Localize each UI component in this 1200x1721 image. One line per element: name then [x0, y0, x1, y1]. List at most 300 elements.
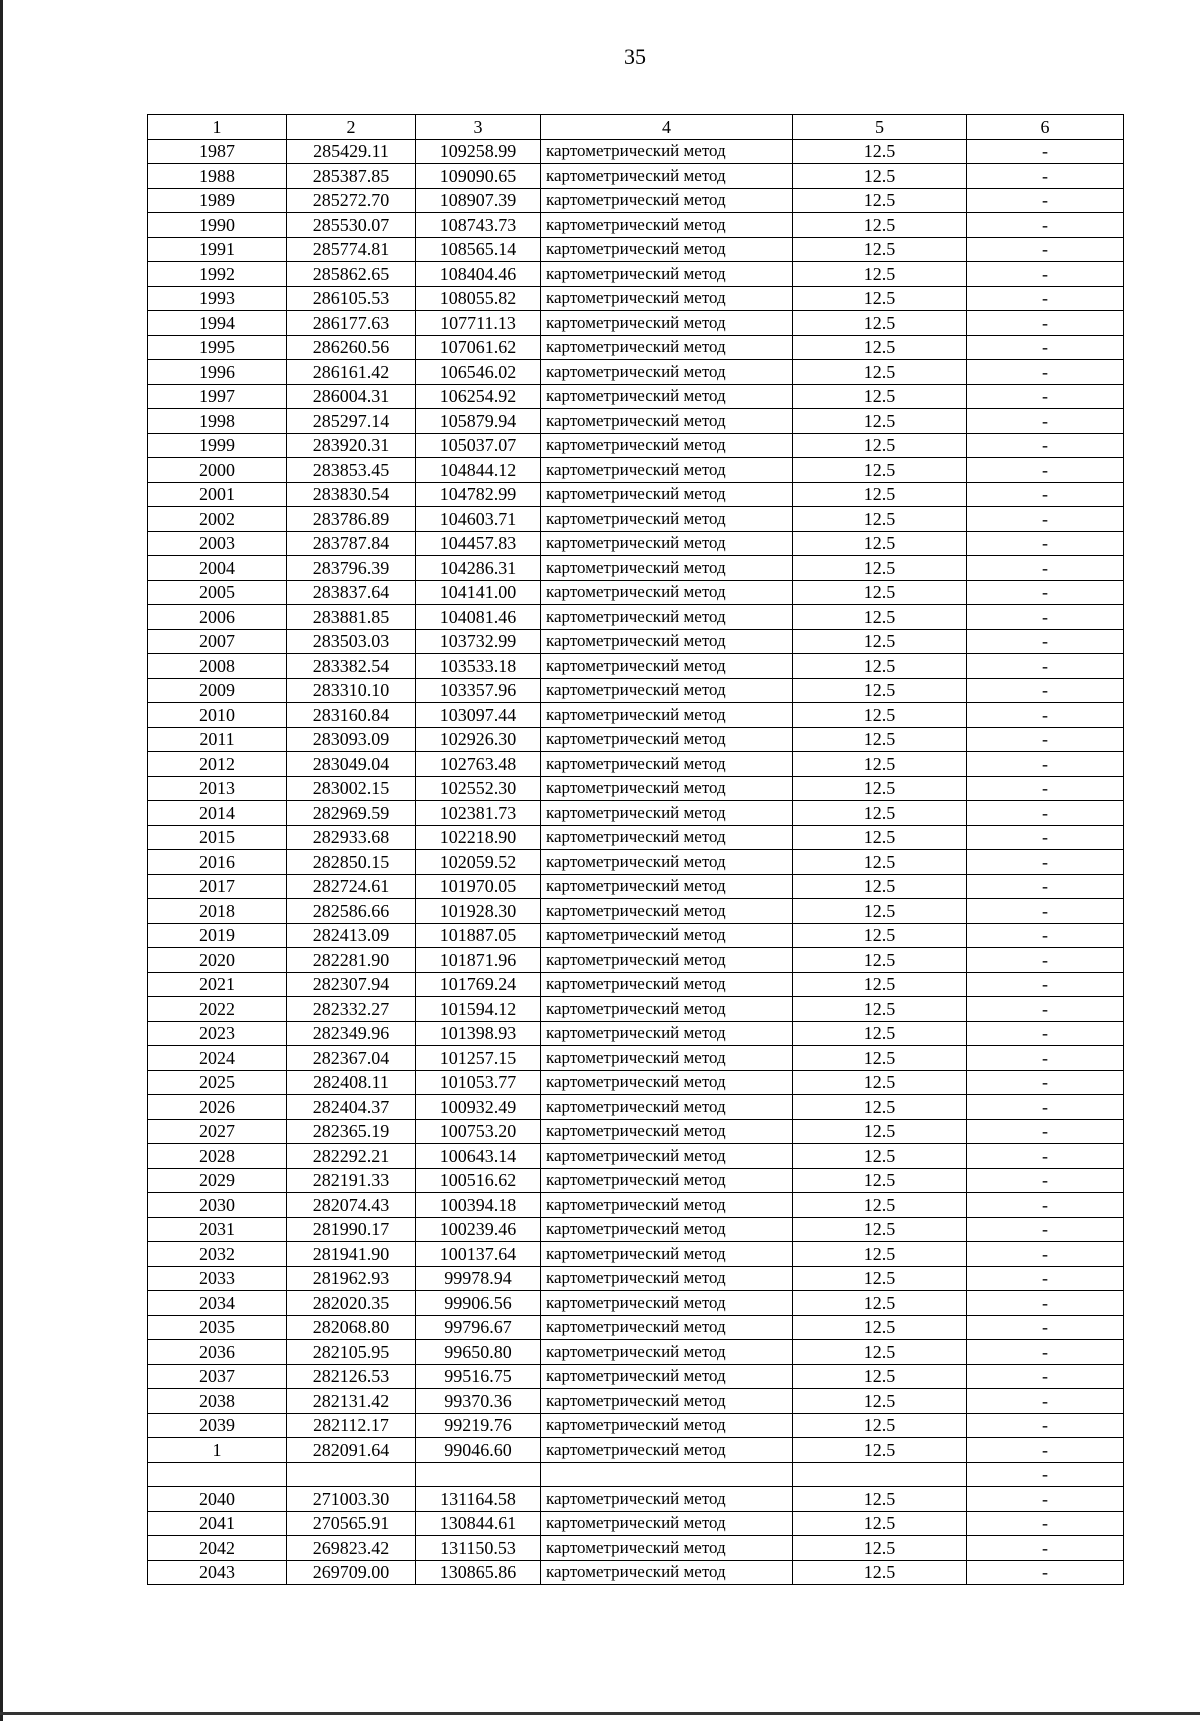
y-coordinate-cell: 104603.71 — [416, 507, 541, 532]
description-cell: - — [967, 409, 1124, 434]
coordinates-table — [147, 114, 1124, 1585]
point-number-cell: 1993 — [148, 286, 287, 311]
x-coordinate-cell: 283382.54 — [287, 654, 416, 679]
method-cell: картометрический метод — [541, 1291, 793, 1316]
table-row — [148, 556, 1124, 581]
table-row — [148, 801, 1124, 826]
x-coordinate-cell: 270565.91 — [287, 1511, 416, 1536]
method-cell: картометрический метод — [541, 1193, 793, 1218]
description-cell: - — [967, 188, 1124, 213]
y-coordinate-cell: 100137.64 — [416, 1242, 541, 1267]
x-coordinate-cell: 282091.64 — [287, 1438, 416, 1463]
point-number-cell: 2038 — [148, 1389, 287, 1414]
method-cell: картометрический метод — [541, 899, 793, 924]
method-cell: картометрический метод — [541, 1438, 793, 1463]
x-coordinate-cell: 283881.85 — [287, 605, 416, 630]
y-coordinate-cell: 99796.67 — [416, 1315, 541, 1340]
point-number-cell: 2039 — [148, 1413, 287, 1438]
point-number-cell: 2030 — [148, 1193, 287, 1218]
y-coordinate-cell: 101053.77 — [416, 1070, 541, 1095]
y-coordinate-cell: 131164.58 — [416, 1487, 541, 1512]
x-coordinate-cell: 282020.35 — [287, 1291, 416, 1316]
table-row — [148, 286, 1124, 311]
y-coordinate-cell: 105037.07 — [416, 433, 541, 458]
description-cell: - — [967, 825, 1124, 850]
y-coordinate-cell: 106546.02 — [416, 360, 541, 385]
table-row — [148, 531, 1124, 556]
x-coordinate-cell: 283310.10 — [287, 678, 416, 703]
point-number-cell: 1987 — [148, 139, 287, 164]
accuracy-cell: 12.5 — [793, 825, 967, 850]
column-header: 4 — [541, 115, 793, 140]
y-coordinate-cell: 99650.80 — [416, 1340, 541, 1365]
y-coordinate-cell: 102059.52 — [416, 850, 541, 875]
x-coordinate-cell: 282307.94 — [287, 972, 416, 997]
y-coordinate-cell: 101769.24 — [416, 972, 541, 997]
point-number-cell: 2024 — [148, 1046, 287, 1071]
x-coordinate-cell: 282191.33 — [287, 1168, 416, 1193]
point-number-cell — [148, 1462, 287, 1487]
method-cell: картометрический метод — [541, 335, 793, 360]
x-coordinate-cell: 283049.04 — [287, 752, 416, 777]
y-coordinate-cell: 99906.56 — [416, 1291, 541, 1316]
accuracy-cell: 12.5 — [793, 972, 967, 997]
method-cell: картометрический метод — [541, 262, 793, 287]
point-number-cell: 2040 — [148, 1487, 287, 1512]
table-row — [148, 164, 1124, 189]
y-coordinate-cell: 108565.14 — [416, 237, 541, 262]
description-cell: - — [967, 1266, 1124, 1291]
y-coordinate-cell: 101257.15 — [416, 1046, 541, 1071]
x-coordinate-cell: 282365.19 — [287, 1119, 416, 1144]
accuracy-cell: 12.5 — [793, 1266, 967, 1291]
accuracy-cell: 12.5 — [793, 1340, 967, 1365]
point-number-cell: 2027 — [148, 1119, 287, 1144]
method-cell: картометрический метод — [541, 531, 793, 556]
y-coordinate-cell: 100394.18 — [416, 1193, 541, 1218]
x-coordinate-cell: 282131.42 — [287, 1389, 416, 1414]
table-row — [148, 1046, 1124, 1071]
description-cell: - — [967, 727, 1124, 752]
table-row — [148, 850, 1124, 875]
method-cell: картометрический метод — [541, 703, 793, 728]
table-row — [148, 703, 1124, 728]
method-cell: картометрический метод — [541, 311, 793, 336]
accuracy-cell: 12.5 — [793, 752, 967, 777]
point-number-cell: 1999 — [148, 433, 287, 458]
y-coordinate-cell: 104286.31 — [416, 556, 541, 581]
accuracy-cell — [793, 1462, 967, 1487]
x-coordinate-cell: 282349.96 — [287, 1021, 416, 1046]
table-row — [148, 1193, 1124, 1218]
accuracy-cell: 12.5 — [793, 531, 967, 556]
x-coordinate-cell: 282969.59 — [287, 801, 416, 826]
y-coordinate-cell: 99219.76 — [416, 1413, 541, 1438]
x-coordinate-cell: 283830.54 — [287, 482, 416, 507]
point-number-cell: 2000 — [148, 458, 287, 483]
description-cell: - — [967, 237, 1124, 262]
method-cell: картометрический метод — [541, 629, 793, 654]
description-cell: - — [967, 1046, 1124, 1071]
x-coordinate-cell: 285429.11 — [287, 139, 416, 164]
page-number: 35 — [624, 44, 646, 69]
description-cell: - — [967, 972, 1124, 997]
table-row — [148, 825, 1124, 850]
table-row — [148, 507, 1124, 532]
x-coordinate-cell: 281941.90 — [287, 1242, 416, 1267]
description-cell: - — [967, 286, 1124, 311]
accuracy-cell: 12.5 — [793, 1291, 967, 1316]
point-number-cell: 1998 — [148, 409, 287, 434]
description-cell: - — [967, 703, 1124, 728]
description-cell: - — [967, 482, 1124, 507]
method-cell: картометрический метод — [541, 727, 793, 752]
accuracy-cell: 12.5 — [793, 1021, 967, 1046]
y-coordinate-cell: 108404.46 — [416, 262, 541, 287]
description-cell: - — [967, 1364, 1124, 1389]
x-coordinate-cell: 283837.64 — [287, 580, 416, 605]
table-row — [148, 678, 1124, 703]
x-coordinate-cell: 283002.15 — [287, 776, 416, 801]
description-cell: - — [967, 1291, 1124, 1316]
y-coordinate-cell: 101871.96 — [416, 948, 541, 973]
method-cell: картометрический метод — [541, 1560, 793, 1585]
description-cell: - — [967, 1340, 1124, 1365]
accuracy-cell: 12.5 — [793, 1315, 967, 1340]
table-row — [148, 1462, 1124, 1487]
y-coordinate-cell: 107061.62 — [416, 335, 541, 360]
table-row — [148, 1144, 1124, 1169]
y-coordinate-cell: 106254.92 — [416, 384, 541, 409]
description-cell: - — [967, 678, 1124, 703]
point-number-cell: 2013 — [148, 776, 287, 801]
table-row — [148, 1560, 1124, 1585]
point-number-cell: 2010 — [148, 703, 287, 728]
accuracy-cell: 12.5 — [793, 188, 967, 213]
accuracy-cell: 12.5 — [793, 1560, 967, 1585]
description-cell: - — [967, 1560, 1124, 1585]
accuracy-cell: 12.5 — [793, 335, 967, 360]
table-row — [148, 1095, 1124, 1120]
column-header: 6 — [967, 115, 1124, 140]
x-coordinate-cell: 283093.09 — [287, 727, 416, 752]
accuracy-cell: 12.5 — [793, 1364, 967, 1389]
table-row — [148, 458, 1124, 483]
table-row — [148, 776, 1124, 801]
column-header: 5 — [793, 115, 967, 140]
method-cell: картометрический метод — [541, 1095, 793, 1120]
x-coordinate-cell: 282126.53 — [287, 1364, 416, 1389]
y-coordinate-cell: 100753.20 — [416, 1119, 541, 1144]
accuracy-cell: 12.5 — [793, 237, 967, 262]
x-coordinate-cell: 269823.42 — [287, 1536, 416, 1561]
point-number-cell: 2022 — [148, 997, 287, 1022]
method-cell: картометрический метод — [541, 1413, 793, 1438]
point-number-cell: 2036 — [148, 1340, 287, 1365]
method-cell: картометрический метод — [541, 752, 793, 777]
method-cell: картометрический метод — [541, 482, 793, 507]
table-row — [148, 1217, 1124, 1242]
point-number-cell: 2016 — [148, 850, 287, 875]
accuracy-cell: 12.5 — [793, 801, 967, 826]
point-number-cell: 2032 — [148, 1242, 287, 1267]
method-cell: картометрический метод — [541, 654, 793, 679]
description-cell: - — [967, 164, 1124, 189]
accuracy-cell: 12.5 — [793, 678, 967, 703]
method-cell: картометрический метод — [541, 1389, 793, 1414]
table-row — [148, 752, 1124, 777]
description-cell: - — [967, 1021, 1124, 1046]
method-cell: картометрический метод — [541, 972, 793, 997]
description-cell: - — [967, 1487, 1124, 1512]
description-cell: - — [967, 1193, 1124, 1218]
description-cell: - — [967, 1536, 1124, 1561]
method-cell: картометрический метод — [541, 139, 793, 164]
y-coordinate-cell: 108907.39 — [416, 188, 541, 213]
accuracy-cell: 12.5 — [793, 384, 967, 409]
y-coordinate-cell: 103097.44 — [416, 703, 541, 728]
method-cell: картометрический метод — [541, 1364, 793, 1389]
point-number-cell: 2026 — [148, 1095, 287, 1120]
table-row — [148, 335, 1124, 360]
accuracy-cell: 12.5 — [793, 164, 967, 189]
x-coordinate-cell: 282074.43 — [287, 1193, 416, 1218]
description-cell: - — [967, 801, 1124, 826]
x-coordinate-cell: 281962.93 — [287, 1266, 416, 1291]
x-coordinate-cell: 283160.84 — [287, 703, 416, 728]
x-coordinate-cell: 282332.27 — [287, 997, 416, 1022]
table-row — [148, 482, 1124, 507]
point-number-cell: 2041 — [148, 1511, 287, 1536]
column-header: 3 — [416, 115, 541, 140]
point-number-cell: 2001 — [148, 482, 287, 507]
y-coordinate-cell: 99046.60 — [416, 1438, 541, 1463]
accuracy-cell: 12.5 — [793, 654, 967, 679]
method-cell: картометрический метод — [541, 1536, 793, 1561]
y-coordinate-cell: 102218.90 — [416, 825, 541, 850]
point-number-cell: 2007 — [148, 629, 287, 654]
scan-border-left — [0, 0, 3, 1721]
description-cell: - — [967, 874, 1124, 899]
description-cell: - — [967, 1095, 1124, 1120]
method-cell: картометрический метод — [541, 286, 793, 311]
y-coordinate-cell: 101887.05 — [416, 923, 541, 948]
table-row — [148, 997, 1124, 1022]
method-cell: картометрический метод — [541, 384, 793, 409]
method-cell: картометрический метод — [541, 237, 793, 262]
x-coordinate-cell: 283853.45 — [287, 458, 416, 483]
y-coordinate-cell: 104844.12 — [416, 458, 541, 483]
method-cell: картометрический метод — [541, 1511, 793, 1536]
y-coordinate-cell: 130844.61 — [416, 1511, 541, 1536]
description-cell: - — [967, 458, 1124, 483]
method-cell: картометрический метод — [541, 433, 793, 458]
description-cell: - — [967, 335, 1124, 360]
method-cell: картометрический метод — [541, 556, 793, 581]
y-coordinate-cell: 102763.48 — [416, 752, 541, 777]
point-number-cell: 2006 — [148, 605, 287, 630]
point-number-cell: 2023 — [148, 1021, 287, 1046]
description-cell: - — [967, 1389, 1124, 1414]
point-number-cell: 2004 — [148, 556, 287, 581]
accuracy-cell: 12.5 — [793, 1193, 967, 1218]
y-coordinate-cell: 105879.94 — [416, 409, 541, 434]
description-cell: - — [967, 1462, 1124, 1487]
method-cell: картометрический метод — [541, 605, 793, 630]
point-number-cell: 2008 — [148, 654, 287, 679]
table-row — [148, 874, 1124, 899]
accuracy-cell: 12.5 — [793, 556, 967, 581]
description-cell: - — [967, 1119, 1124, 1144]
accuracy-cell: 12.5 — [793, 1144, 967, 1169]
table-row — [148, 899, 1124, 924]
x-coordinate-cell: 285774.81 — [287, 237, 416, 262]
x-coordinate-cell: 286177.63 — [287, 311, 416, 336]
description-cell: - — [967, 1242, 1124, 1267]
point-number-cell: 2029 — [148, 1168, 287, 1193]
point-number-cell: 1990 — [148, 213, 287, 238]
table-row — [148, 262, 1124, 287]
y-coordinate-cell: 103732.99 — [416, 629, 541, 654]
table-row — [148, 384, 1124, 409]
y-coordinate-cell: 104782.99 — [416, 482, 541, 507]
description-cell: - — [967, 752, 1124, 777]
accuracy-cell: 12.5 — [793, 1438, 967, 1463]
description-cell: - — [967, 139, 1124, 164]
point-number-cell: 1 — [148, 1438, 287, 1463]
y-coordinate-cell: 101970.05 — [416, 874, 541, 899]
table-row — [148, 1340, 1124, 1365]
accuracy-cell: 12.5 — [793, 1095, 967, 1120]
y-coordinate-cell: 102381.73 — [416, 801, 541, 826]
scan-border-bottom — [0, 1712, 1200, 1715]
description-cell: - — [967, 605, 1124, 630]
x-coordinate-cell: 285387.85 — [287, 164, 416, 189]
accuracy-cell: 12.5 — [793, 262, 967, 287]
accuracy-cell: 12.5 — [793, 433, 967, 458]
accuracy-cell: 12.5 — [793, 874, 967, 899]
point-number-cell: 2035 — [148, 1315, 287, 1340]
method-cell: картометрический метод — [541, 1315, 793, 1340]
x-coordinate-cell: 282850.15 — [287, 850, 416, 875]
table-row — [148, 311, 1124, 336]
point-number-cell: 2043 — [148, 1560, 287, 1585]
method-cell: картометрический метод — [541, 850, 793, 875]
y-coordinate-cell: 99516.75 — [416, 1364, 541, 1389]
x-coordinate-cell: 282586.66 — [287, 899, 416, 924]
table-row — [148, 1315, 1124, 1340]
method-cell: картометрический метод — [541, 580, 793, 605]
description-cell: - — [967, 1168, 1124, 1193]
x-coordinate-cell: 282408.11 — [287, 1070, 416, 1095]
y-coordinate-cell — [416, 1462, 541, 1487]
x-coordinate-cell: 282404.37 — [287, 1095, 416, 1120]
x-coordinate-cell: 286105.53 — [287, 286, 416, 311]
accuracy-cell: 12.5 — [793, 482, 967, 507]
table-body — [148, 139, 1124, 1585]
table-row — [148, 188, 1124, 213]
point-number-cell: 1991 — [148, 237, 287, 262]
point-number-cell: 2009 — [148, 678, 287, 703]
table-row — [148, 1070, 1124, 1095]
point-number-cell: 2019 — [148, 923, 287, 948]
x-coordinate-cell: 285272.70 — [287, 188, 416, 213]
accuracy-cell: 12.5 — [793, 139, 967, 164]
table-row — [148, 139, 1124, 164]
x-coordinate-cell: 283786.89 — [287, 507, 416, 532]
method-cell: картометрический метод — [541, 1340, 793, 1365]
table-row — [148, 1487, 1124, 1512]
y-coordinate-cell: 131150.53 — [416, 1536, 541, 1561]
method-cell: картометрический метод — [541, 678, 793, 703]
accuracy-cell: 12.5 — [793, 213, 967, 238]
point-number-cell: 2020 — [148, 948, 287, 973]
y-coordinate-cell: 100239.46 — [416, 1217, 541, 1242]
accuracy-cell: 12.5 — [793, 409, 967, 434]
accuracy-cell: 12.5 — [793, 507, 967, 532]
accuracy-cell: 12.5 — [793, 899, 967, 924]
description-cell: - — [967, 311, 1124, 336]
table-header-row — [148, 115, 1124, 140]
x-coordinate-cell: 285297.14 — [287, 409, 416, 434]
method-cell: картометрический метод — [541, 1046, 793, 1071]
method-cell: картометрический метод — [541, 507, 793, 532]
accuracy-cell: 12.5 — [793, 1070, 967, 1095]
method-cell: картометрический метод — [541, 458, 793, 483]
x-coordinate-cell: 271003.30 — [287, 1487, 416, 1512]
accuracy-cell: 12.5 — [793, 1242, 967, 1267]
method-cell: картометрический метод — [541, 1119, 793, 1144]
method-cell: картометрический метод — [541, 874, 793, 899]
description-cell: - — [967, 997, 1124, 1022]
y-coordinate-cell: 100516.62 — [416, 1168, 541, 1193]
x-coordinate-cell: 286161.42 — [287, 360, 416, 385]
table-row — [148, 360, 1124, 385]
table-row — [148, 1021, 1124, 1046]
point-number-cell: 2015 — [148, 825, 287, 850]
point-number-cell: 1989 — [148, 188, 287, 213]
y-coordinate-cell: 99370.36 — [416, 1389, 541, 1414]
accuracy-cell: 12.5 — [793, 605, 967, 630]
accuracy-cell: 12.5 — [793, 360, 967, 385]
description-cell: - — [967, 899, 1124, 924]
x-coordinate-cell: 282068.80 — [287, 1315, 416, 1340]
point-number-cell: 1995 — [148, 335, 287, 360]
point-number-cell: 2005 — [148, 580, 287, 605]
point-number-cell: 2037 — [148, 1364, 287, 1389]
y-coordinate-cell: 102926.30 — [416, 727, 541, 752]
y-coordinate-cell: 103357.96 — [416, 678, 541, 703]
accuracy-cell: 12.5 — [793, 727, 967, 752]
y-coordinate-cell: 107711.13 — [416, 311, 541, 336]
table-row — [148, 1438, 1124, 1463]
x-coordinate-cell: 283787.84 — [287, 531, 416, 556]
table-row — [148, 654, 1124, 679]
y-coordinate-cell: 101398.93 — [416, 1021, 541, 1046]
method-cell — [541, 1462, 793, 1487]
method-cell: картометрический метод — [541, 164, 793, 189]
method-cell: картометрический метод — [541, 825, 793, 850]
description-cell: - — [967, 1070, 1124, 1095]
table-row — [148, 1536, 1124, 1561]
method-cell: картометрический метод — [541, 1021, 793, 1046]
x-coordinate-cell: 282933.68 — [287, 825, 416, 850]
table-row — [148, 1119, 1124, 1144]
method-cell: картометрический метод — [541, 360, 793, 385]
y-coordinate-cell: 100932.49 — [416, 1095, 541, 1120]
point-number-cell: 2025 — [148, 1070, 287, 1095]
method-cell: картометрический метод — [541, 1168, 793, 1193]
